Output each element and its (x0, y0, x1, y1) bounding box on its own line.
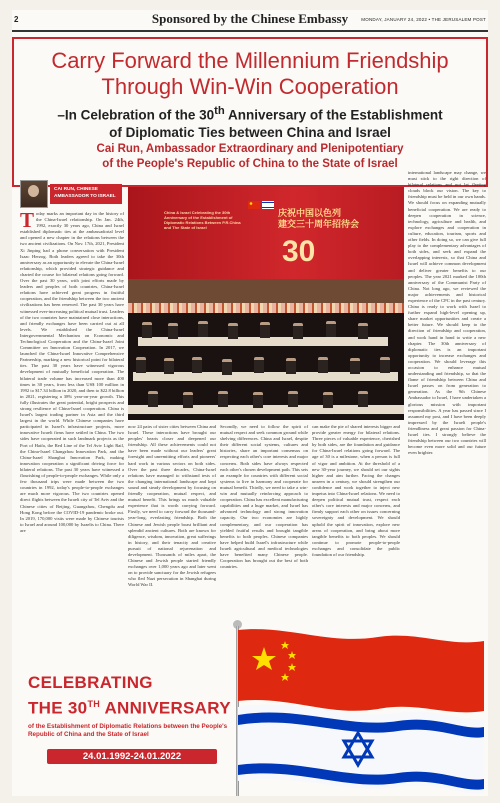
guest (253, 392, 263, 408)
article-column-4: can make the pie of shared interests bigger and provide greater energy for bilateral relations. Three pieces of valuable experience, cherished by both sides, are the foundation and guidance for China-Israel relations going forward. The age of 30 is a milestone, when a person is full of vigor and ambition. At the threshold of a new 30-year journey, we should set our sights higher and aim further. Facing the changes unseen in a century, we should strengthen our confidence and work together to inject new impetus into China-Israel relations. We need to deepen political mutual trust, respect each other's core interests and major concerns, and firmly support each other on issues concerning sovereignty and development. We should uphold the spirit of innovation, explore new areas of cooperation, and bring about more tangible benefits to both peoples. We should continue to promote people-to-people exchanges and consolidate the public foundation of our friendship. (312, 424, 400, 557)
screen-english-text: China & Israel Celebrating the 30th Anniversary of the Establishment of Diplomatic Relations Between P.R.China and The State of Israel (164, 210, 241, 230)
guest (286, 358, 296, 374)
dateline: MONDAY, JANUARY 24, 2022 • THE JERUSALEM POST (361, 17, 486, 22)
author-line-2: of the People's Republic of China to the State of Israel (102, 157, 398, 170)
article-subtitle (12, 103, 488, 141)
newspaper-page (12, 10, 488, 796)
waving-flags-icon (238, 625, 484, 795)
guest (142, 322, 152, 338)
sponsor-line: Sponsored by the Chinese Embassy (151, 11, 349, 26)
screen-chinese-line-2: 建交三十周年招待会 (278, 220, 360, 230)
article-column-2: now 24 pairs of sister cities between China and Israel. These interactions have brought our peoples' hearts closer and deepened our friendship. All these achievements could not have been made without our leaders' great foresight and unremitting efforts and pioneers' hard work in various sectors on both sides. Over the past three decades, China-Israel relations have managed to withstand tests of the changing international landscape and kept sound and steady development by focusing on friendly cooperation, mutual respect, and mutual benefit. This brings us much valuable experience that is worth carrying forward. Firstly, we need to carry forward the thousand-year-long, everlasting friendship. Both the Chinese and Jewish people boast brilliant and splendid ancient cultures. Both are known for diligence, wisdom, innovation, great sufferings in history, and their tenacity and creative pursuit of national rejuvenation and development. Thousands of miles apart, the Chinese and Jewish people started friendly exchanges over 1,000 years ago and later went on to provide sanctuary for the Jewish refugees who fled Nazi persecution in Shanghai during World War II. (128, 424, 216, 588)
china-flag-icon (248, 201, 260, 209)
article-column-5: international landscape may change, we must stick to the right direction of bilateral relations and not let fleeting clouds block our vision. The key to friendship must be held in our own hands. We should focus on expanding mutually beneficial cooperation. We are ready to deepen cooperation in science, technology, agriculture and health, and explore exchanges and cooperation in culture, education, tourism, sports and other fields. In doing so, we can give full play to the complementary advantages of both sides, and seek and expand the overlapping interests, so that China and Israel will achieve common development and deliver greater benefits to our peoples. The year 2021 marked the 100th anniversary of the Communist Party of China. Not long ago, we reviewed the major achievements and historical experience of the CPC in the past century. China is ready to work with Israel to further expand high-level opening up, share market opportunities and create a better future. We should keep to the direction of friendship and cooperation, and work hand in hand to write a new chapter. The 30th anniversary of diplomatic ties is an important opportunity to increase exchanges and cooperation. We should leverage this occasion to enhance mutual understanding and friendship, so that the flame of friendship between China and Israel passes on from generation to generation. As the 9th Chinese Ambassador to Israel, I have undertaken a glorious mission with important responsibilities. A year has passed since I assumed my post, and I have been deeply impressed by the Israeli people's friendliness and great passion for China-Israel ties. I strongly believe the friendship between our two countries will become even more solid and our future even brighter. (408, 170, 486, 456)
israel-flag-icon (262, 201, 274, 209)
subtitle-line-2: of Diplomatic Ties between China and Israel (109, 124, 391, 140)
china-flag-fabric (238, 629, 484, 712)
guest (183, 392, 193, 408)
banner-line-2-sup: TH (87, 699, 101, 709)
guest (260, 322, 270, 338)
guest (326, 321, 336, 337)
title-line-2: Through Win-Win Cooperation (101, 74, 399, 99)
article-title (12, 48, 488, 100)
guest (198, 321, 208, 337)
guest (222, 359, 232, 375)
page-header (12, 10, 488, 32)
banner-line-3: of the Establishment of Diplomatic Relations between the People's Republic of China and the State of Israel (28, 723, 228, 739)
guest (254, 357, 264, 373)
page-number: 2 (14, 15, 19, 24)
guest (318, 357, 328, 373)
guest (192, 357, 202, 373)
date-ribbon: 24.01.1992-24.01.2022 (47, 749, 217, 764)
reception-photo (128, 187, 404, 420)
guest (136, 357, 146, 373)
subtitle-pre: –In Celebration of the 30 (57, 107, 215, 123)
anniversary-banner (12, 600, 488, 796)
guest (148, 391, 158, 407)
guest (358, 323, 368, 339)
screen-chinese-text (278, 209, 359, 231)
title-line-1: Carry Forward the Millennium Friendship (51, 48, 449, 73)
article-column-1 (20, 208, 124, 533)
drop-cap: T (20, 208, 35, 232)
guest (380, 357, 390, 373)
subtitle-sup: th (214, 105, 225, 117)
author-portrait (20, 180, 48, 208)
screen-chinese-line-1: 庆祝中国以色列 (278, 209, 342, 219)
guest (350, 358, 360, 374)
author-line-1: Cai Run, Ambassador Extraordinary and Plenipotentiary (96, 143, 404, 155)
guest (228, 323, 238, 339)
guest (168, 323, 178, 339)
guest (164, 358, 174, 374)
screen-anniversary-number: 30 (282, 235, 316, 268)
article-column-3: Secondly, we need to follow the spirit of mutual respect and seek common ground while shelving differences. China and Israel, despite their different social systems, cultures and histories, share an important consensus on respecting each other's core interests and major concerns. Both sides have always respected each other's chosen development path. This sets an example for countries with different social systems to live in harmony and cooperate for mutual benefit. Thirdly, we need to take a win-win and mutually reinforcing approach to cooperation. China has excellent manufacturing capabilities and a huge market, and Israel has advanced technology and strong innovation capacity. Our two economies are highly complementary, and our cooperation has yielded fruitful results and brought tangible benefits to both peoples. Chinese companies have helped build Israel's infrastructure while Israeli agricultural and medical technologies have benefited many Chinese people. Cooperation has brought out the best of both countries. (220, 424, 308, 570)
banner-line-2 (28, 694, 231, 719)
guest (323, 392, 333, 408)
column-1-text: oday marks an important day in the history of the China-Israel relationship. On Jan. 24th, 1992, exactly 30 years ago, China and Israel established diplomatic ties at the ambassadorial level and opened a new chapter in the relations between the two ancient civilizations. On Nov. 17th, 2021, President Xi Jinping had a phone conversation with President Isaac Herzog. Both leaders agreed to take the 30th anniversary as an opportunity to elevate the China-Israel relationship, which provided strategic guidance and charted the course for bilateral relations going forward. Over the past 30 years, with joint efforts made by leaders and peoples of both countries, China-Israel relations have achieved great progress in fruitful cooperation, and the friendship between the two ancient civilizations has been renewed. The past 30 years have witnessed ever-increasing political mutual trust. Leaders of the two countries have maintained close interactions, and friendly exchanges have been carried out at all levels. We established the China-Israel Intergovernmental Mechanism on Economic and Technological Cooperation and the China-Israel Joint Committee on Innovation Cooperation. In 2017, we launched the China-Israel Innovative Comprehensive Partnership, marking a new historical point for bilateral ties. The past 30 years have witnessed vigorous development of mutually beneficial cooperation. The bilateral trade volume has increased more than 400 times in 30 years, from less than US$ 100 million in 1992 to $17.34 billion in 2020, and then to $22.8 billion in 2021, registering a 38% year-on-year growth. This fully illustrates the great potential, bright prospects and strong resilience of China-Israel cooperation. China is Israel's largest trading partner in Asia and the third largest in the world. While Chinese companies have participated in Israel's infrastructure projects, more innovative Israeli firms have settled in China. The two sides have cooperated in such landmark projects as the Port of Haifa, the Red Line of the Tel Aviv Light Rail, the China-Israel Changzhou Innovation Park, and the China-Israel Shanghai Innovation Park, making innovation cooperation a significant driving force for bilateral relations. The past 30 years have witnessed a flourishing of people-to-people exchanges. While only a few thousand trips were made between the two countries in 1992, today's people-to-people exchanges are much more vigorous. The two countries opened direct flights between the Israeli city of Tel Aviv and the Chinese cities of Beijing, Guangzhou, Chengdu and Hong Kong before the COVID-19 pandemic broke out. In 2019, 170,000 visits were made by Chinese tourists to Israel and around 100,000 by Israelis to China. There are (20, 211, 124, 533)
flower-arrangement (128, 303, 404, 313)
guest (288, 391, 298, 407)
banner-line-2-pre: THE 30 (28, 698, 88, 718)
guest (293, 323, 303, 339)
subtitle-post: Anniversary of the Establishment (224, 107, 443, 123)
author-byline (12, 142, 488, 171)
author-role-tag: CAI RUN, CHINESE AMBASSADOR TO ISRAEL (50, 184, 122, 204)
guest (218, 391, 228, 407)
guest (358, 391, 368, 407)
banner-line-2-post: ANNIVERSARY (100, 698, 231, 718)
banner-line-1: CELEBRATING (28, 673, 153, 692)
